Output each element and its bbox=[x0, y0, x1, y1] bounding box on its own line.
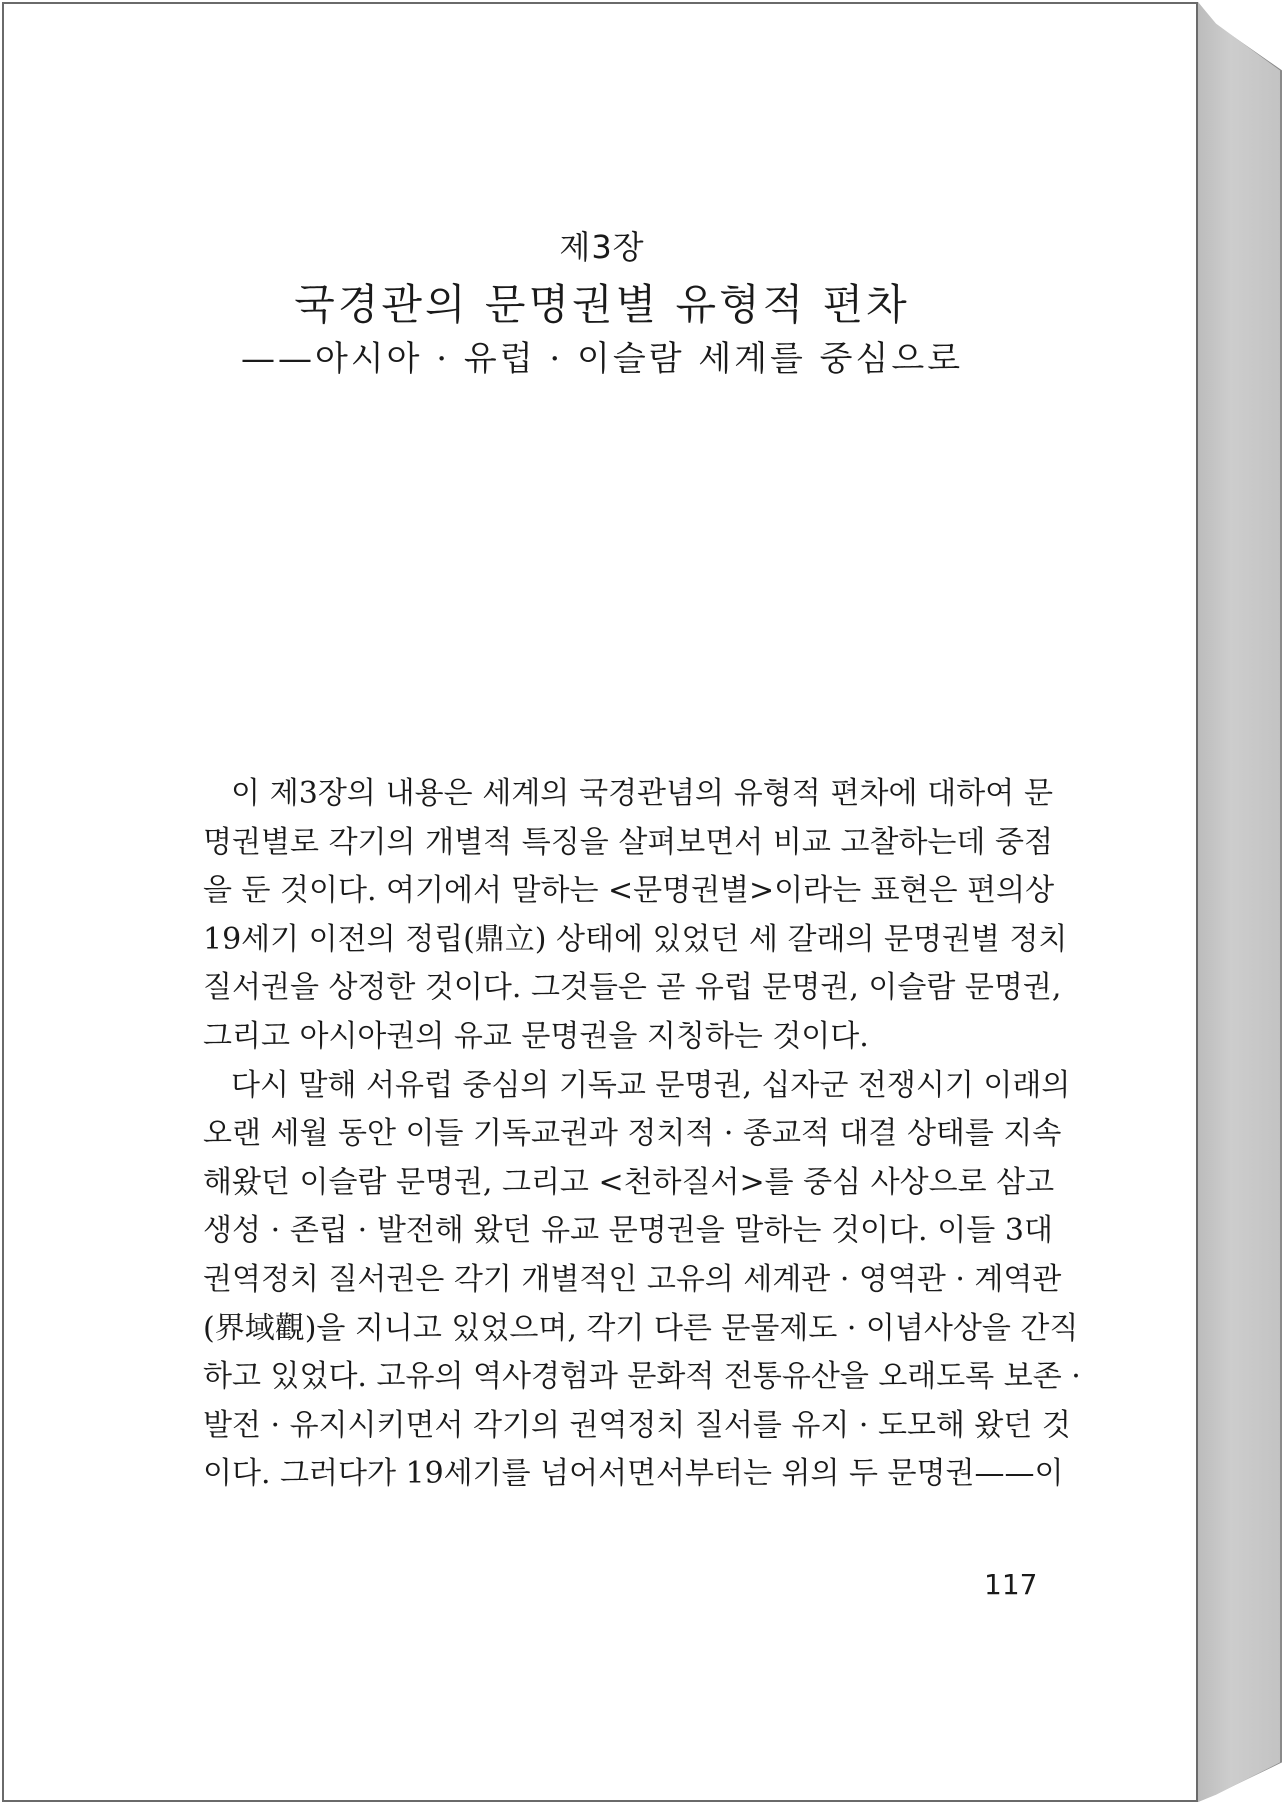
text-line: 19세기 이전의 정립(鼎立) 상태에 있었던 세 갈래의 문명권별 정치 bbox=[203, 921, 1068, 957]
text-line: 하고 있었다. 고유의 역사경험과 문화적 전통유산을 오래도록 보존 · bbox=[203, 1359, 1081, 1395]
text-line: 이 제3장의 내용은 세계의 국경관념의 유형적 편차에 대하여 문 bbox=[231, 776, 1053, 811]
book-spine bbox=[1198, 2, 1280, 1802]
chapter-title: 국경관의 문명권별 유형적 편차 bbox=[294, 280, 910, 329]
paragraph-1 bbox=[203, 770, 1068, 1062]
book-page bbox=[2, 2, 1198, 1802]
text-line: 그리고 아시아권의 유교 문명권을 지칭하는 것이다. bbox=[203, 1018, 869, 1054]
text-line: 권역정치 질서권은 각기 개별적인 고유의 세계관 · 영역관 · 계역관 bbox=[203, 1261, 1062, 1297]
text-line: 발전 · 유지시키면서 각기의 권역정치 질서를 유지 · 도모해 왔던 것 bbox=[203, 1407, 1071, 1443]
text-line: 명권별로 각기의 개별적 특징을 살펴보면서 비교 고찰하는데 중점 bbox=[203, 824, 1053, 860]
page-number: 117 bbox=[984, 1568, 1038, 1601]
text-line: 오랜 세월 동안 이들 기독교권과 정치적 · 종교적 대결 상태를 지속 bbox=[203, 1116, 1062, 1152]
text-line: 다시 말해 서유럽 중심의 기독교 문명권, 십자군 전쟁시기 이래의 bbox=[231, 1067, 1071, 1103]
chapter-subtitle: ——아시아 · 유럽 · 이슬람 세계를 중심으로 bbox=[240, 339, 964, 379]
text-line: 이다. 그러다가 19세기를 넘어서면서부터는 위의 두 문명권——이 bbox=[203, 1456, 1064, 1492]
body-text bbox=[203, 770, 1081, 1499]
text-line: 생성 · 존립 · 발전해 왔던 유교 문명권을 말하는 것이다. 이들 3대 bbox=[203, 1213, 1053, 1249]
paragraph-2 bbox=[203, 1062, 1081, 1499]
chapter-label: 제3장 bbox=[559, 228, 645, 266]
text-line: 해왔던 이슬람 문명권, 그리고 <천하질서>를 중심 사상으로 삼고 bbox=[203, 1164, 1055, 1200]
text-line: 을 둔 것이다. 여기에서 말하는 <문명권별>이라는 표현은 편의상 bbox=[203, 873, 1055, 909]
text-line: (界域觀)을 지니고 있었으며, 각기 다른 문물제도 · 이념사상을 간직 bbox=[203, 1310, 1079, 1346]
text-line: 질서권을 상정한 것이다. 그것들은 곧 유럽 문명권, 이슬람 문명권, bbox=[203, 970, 1062, 1006]
